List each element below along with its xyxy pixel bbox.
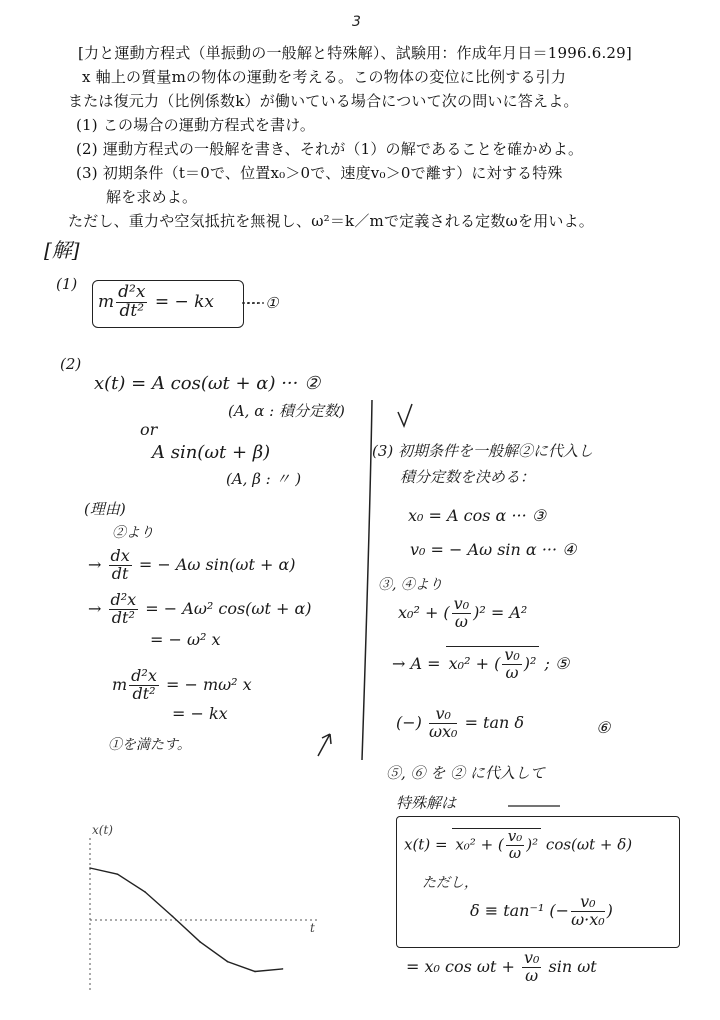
equation-tag-1: ··· ① bbox=[246, 294, 279, 312]
graph-axis-label-x: x(t) bbox=[92, 823, 113, 837]
amplitude: → A = x₀² + ( $\frac{\text{v₀}}{\omega}$ )² ; ⑤ bbox=[392, 645, 570, 682]
part3-intro-2: 積分定数を決める： bbox=[400, 468, 536, 486]
question-3-cont: 解を求めよ。 bbox=[106, 188, 198, 206]
general-solution: x(t) = A cos(ωt + α) ··· ② bbox=[94, 373, 321, 394]
mass-times-accel: m $\frac{\text{d²x}}{\text{dt²}}$ = − mω² x bbox=[112, 666, 252, 703]
part2-label: (2) bbox=[60, 355, 82, 373]
equation-of-motion: m $\frac{\text{d²x}}{\text{dt²}}$ = − kx bbox=[98, 282, 215, 321]
second-derivative-simplified: = − ω² x bbox=[150, 630, 221, 649]
final-form: = x₀ cos ωt + $\frac{\text{v₀}}{\omega}$ sin ωt bbox=[406, 948, 597, 985]
equation-tag-6: ⑥ bbox=[596, 718, 611, 737]
data-point bbox=[144, 891, 146, 893]
delta-definition: δ ≡ tan⁻¹ (− $\frac{\text{v₀}}{\text{ω·x₀}}$ ) bbox=[470, 892, 613, 929]
graph-axis-label-t: t bbox=[310, 921, 315, 935]
tadashi-label: ただし， bbox=[422, 875, 478, 891]
part1-label: (1) bbox=[56, 275, 78, 293]
data-point bbox=[199, 941, 201, 943]
substitute-note: ⑤, ⑥ を ② に代入して bbox=[386, 764, 545, 782]
part3-intro-1: (3) 初期条件を一般解②に代入し bbox=[372, 442, 594, 460]
phase-tangent: (−) $\frac{\text{v₀}}{\text{ωx₀}}$ = tan δ bbox=[396, 704, 525, 741]
problem-line-2: または復元力（比例係数k）が働いている場合について次の問いに答えよ。 bbox=[68, 92, 579, 110]
particular-label: 特殊解は bbox=[396, 794, 457, 812]
squared-sum: x₀² + ( $\frac{\text{v₀}}{\omega}$ )² = A² bbox=[398, 594, 528, 631]
data-point bbox=[117, 873, 119, 875]
constants-note-2: (A, β : 〃 ) bbox=[226, 470, 302, 488]
problem-note: ただし、重力や空気抵抗を無視し、ω²＝k／mで定義される定数ωを用いよ。 bbox=[68, 212, 594, 230]
problem-header: [力と運動方程式（単振動の一般解と特殊解）、試験用：作成年月日＝1996.6.29] bbox=[78, 44, 632, 62]
question-3: (3) 初期条件（t＝0で、位置x₀＞0で、速度v₀＞0で離す）に対する特殊 bbox=[76, 164, 563, 182]
conclusion: ①を満たす。 bbox=[108, 737, 191, 753]
second-derivative: → $\frac{\text{d²x}}{\text{dt²}}$ = − Aω² cos(ωt + α) bbox=[88, 590, 312, 627]
data-point bbox=[282, 968, 284, 970]
data-point bbox=[254, 971, 256, 973]
question-2: (2) 運動方程式の一般解を書き、それが（1）の解であることを確かめよ。 bbox=[76, 140, 584, 158]
equation-3: x₀ = A cos α ··· ③ bbox=[408, 506, 547, 525]
mass-times-accel-simplified: = − kx bbox=[172, 704, 228, 723]
from-3-4: ③, ④より bbox=[378, 577, 443, 593]
data-point bbox=[89, 867, 91, 869]
particular-solution: x(t) = x₀² + ( $\frac{\text{v₀}}{\omega}$ )² cos(ωt + δ) bbox=[404, 827, 633, 862]
first-derivative: → $\frac{dx}{dt}$ = − Aω sin(ωt + α) bbox=[88, 546, 296, 583]
page-number: 3 bbox=[352, 14, 361, 30]
or-label: or bbox=[140, 420, 158, 439]
alt-solution: A sin(ωt + β) bbox=[152, 442, 271, 463]
solution-heading: [解] bbox=[44, 238, 80, 262]
data-point bbox=[227, 961, 229, 963]
data-point bbox=[172, 916, 174, 918]
constants-note-1: (A, α : 積分定数) bbox=[228, 402, 345, 420]
reason-from-2: ②より bbox=[112, 525, 154, 541]
reason-label: (理由) bbox=[84, 500, 126, 518]
equation-4: v₀ = − Aω sin α ··· ④ bbox=[410, 540, 577, 559]
question-1: (1) この場合の運動方程式を書け。 bbox=[76, 116, 316, 134]
problem-line-1: x 軸上の質量mの物体の運動を考える。この物体の変位に比例する引力 bbox=[82, 68, 567, 86]
